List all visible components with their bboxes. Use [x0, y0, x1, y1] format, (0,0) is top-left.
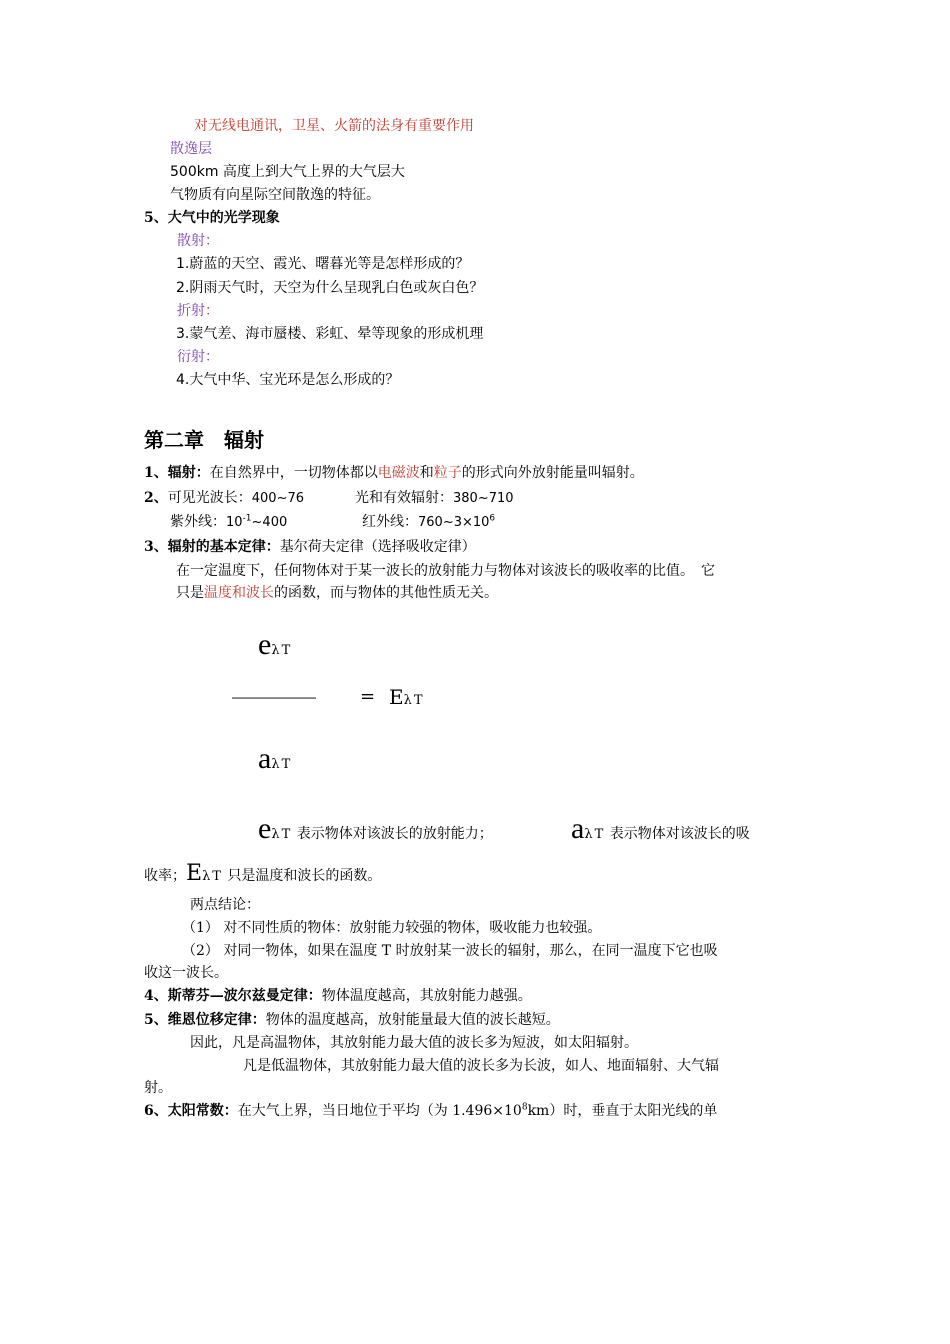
- formula-equals: =: [360, 686, 376, 707]
- par-value: 380~710: [453, 491, 514, 506]
- explain-a: [571, 812, 750, 852]
- question-3-text: 蒙气差、海市蜃楼、彩虹、晕等现象的形成机理: [189, 326, 484, 342]
- formula-result: [389, 683, 425, 715]
- stefan-boltzmann: [144, 986, 532, 1006]
- sc-text-a: 在大气上界，当日地位于平均（为 1.496×10: [237, 1103, 522, 1119]
- conclusion-2b: 收这一波长。: [144, 965, 228, 981]
- diffract-label: 衍射：: [177, 349, 219, 365]
- explain-E-sub: λT: [202, 869, 223, 884]
- sc-text-b: km）时，垂直于太阳光线的单: [527, 1103, 718, 1119]
- formula-e: e: [258, 628, 272, 661]
- visible-wavelength: [144, 488, 304, 509]
- formula-denominator: [258, 742, 292, 782]
- wien-line-2: 因此，凡是高温物体，其放射能力最大值的波长多为短波，如太阳辐射。: [190, 1035, 638, 1051]
- exosphere-line-1: [170, 162, 405, 182]
- sc-exp: 8: [521, 1102, 528, 1113]
- wien-text: 物体的温度越高，放射能量最大值的波长越短。: [265, 1012, 560, 1028]
- uv-wavelength: [170, 512, 287, 533]
- par-label: 光和有效辐射：: [355, 490, 453, 506]
- formula-numerator: [258, 628, 292, 668]
- explain-E-text: 只是温度和波长的函数。: [227, 868, 382, 884]
- ir-exp: 6: [489, 513, 496, 524]
- def-term: 辐射：: [167, 465, 210, 481]
- question-4-text: 大气中华、宝光环是怎么形成的？: [189, 372, 400, 388]
- question-3-num: 3.: [176, 326, 190, 342]
- explain-e-text: 表示物体对该波长的放射能力；: [296, 826, 493, 842]
- explain-a-text: 表示物体对该波长的吸: [609, 826, 750, 842]
- chapter-title: 第二章 辐射: [144, 428, 264, 452]
- law-title: 辐射的基本定律：: [167, 539, 280, 555]
- uv-label: 紫外线：: [170, 514, 226, 530]
- basic-law: [144, 537, 476, 557]
- question-1-num: 1.: [176, 256, 190, 272]
- question-2-num: 2.: [176, 280, 190, 296]
- explain-e-sub: λT: [271, 827, 293, 842]
- scatter-label: 散射：: [177, 233, 219, 249]
- def-and: 和: [419, 465, 434, 481]
- wien-title: 维恩位移定律：: [167, 1012, 266, 1028]
- sb-title: 斯蒂芬—波尔兹曼定律：: [167, 988, 322, 1004]
- explain-E: [144, 860, 381, 891]
- vis-num: 2、: [144, 490, 168, 506]
- radio-note: 对无线电通讯，卫星、火箭的法身有重要作用: [194, 118, 474, 134]
- explain-a-symbol: a: [571, 812, 585, 845]
- law-l2-c: 的函数，而与物体的其他性质无关。: [274, 585, 498, 601]
- vis-label: 可见光波长：: [167, 490, 252, 506]
- conclusion-title: 两点结论：: [190, 897, 260, 913]
- explain-e: [258, 812, 493, 852]
- question-3: [176, 324, 483, 344]
- sb-text: 物体温度越高，其放射能力越强。: [321, 988, 532, 1004]
- formula-fraction-line: ――――――: [232, 690, 316, 706]
- uv-exp: -1: [242, 513, 252, 524]
- question-1: [176, 254, 469, 274]
- question-2-text: 阴雨天气时，天空为什么呈现乳白色或灰白色？: [189, 280, 484, 296]
- wien-num: 5、: [144, 1012, 168, 1028]
- formula-a: a: [258, 742, 272, 775]
- formula-e-sub: λT: [271, 643, 293, 658]
- explain-a-sub: λT: [584, 827, 606, 842]
- ir-base: 760~3×10: [418, 515, 490, 530]
- law-name: 基尔荷夫定律（选择吸收定律）: [279, 539, 476, 555]
- formula-E-sub: λT: [403, 693, 425, 708]
- question-1-text: 蔚蓝的天空、霞光、曙暮光等是怎样形成的？: [189, 256, 470, 272]
- question-4-num: 4.: [176, 372, 190, 388]
- uv-base: 10: [226, 515, 243, 530]
- sc-num: 6、: [144, 1103, 168, 1119]
- exosphere-line-2: 气物质有向星际空间散逸的特征。: [170, 187, 380, 203]
- question-4: [176, 370, 399, 390]
- radiation-definition: [144, 463, 644, 483]
- exosphere-line-1-text: 高度上到大气上界的大气层大: [218, 164, 405, 180]
- uv-rest: ~400: [251, 515, 288, 530]
- def-text-b: 的形式向外放射能量叫辐射。: [461, 465, 644, 481]
- explain-e-symbol: e: [258, 812, 272, 845]
- wien-law: [144, 1010, 560, 1030]
- solar-constant: [144, 1101, 717, 1121]
- def-electromagnetic: 电磁波: [377, 465, 420, 481]
- optics-heading: 5、大气中的光学现象: [144, 210, 280, 226]
- explain-E-prefix: 收率；: [144, 868, 186, 884]
- exosphere-altitude: 500km: [170, 164, 219, 180]
- law-l2-highlight: 温度和波长: [204, 585, 274, 601]
- sb-num: 4、: [144, 988, 168, 1004]
- par-wavelength: [355, 488, 514, 509]
- def-num: 1、: [144, 465, 168, 481]
- explain-E-symbol: E: [186, 861, 203, 886]
- law-line-2: [176, 583, 498, 603]
- question-2: [176, 278, 483, 298]
- ir-wavelength: [362, 512, 495, 533]
- formula-a-sub: λT: [271, 757, 293, 772]
- wien-line-4: 射。: [144, 1080, 172, 1096]
- exosphere-title: 散逸层: [170, 141, 212, 157]
- conclusion-1: （1） 对不同性质的物体：放射能力较强的物体，吸收能力也较强。: [182, 920, 602, 936]
- formula-E: E: [389, 685, 404, 709]
- refract-label: 折射：: [177, 303, 219, 319]
- def-particle: 粒子: [433, 465, 462, 481]
- law-num: 3、: [144, 539, 168, 555]
- law-line-1: 在一定温度下，任何物体对于某一波长的放射能力与物体对该波长的吸收率的比值。 它: [176, 563, 715, 579]
- conclusion-2a: （2） 对同一物体，如果在温度 T 时放射某一波长的辐射，那么，在同一温度下它也吸: [182, 943, 718, 959]
- vis-value: 400~76: [251, 491, 304, 506]
- def-text-a: 在自然界中，一切物体都以: [209, 465, 378, 481]
- ir-label: 红外线：: [362, 514, 418, 530]
- sc-title: 太阳常数：: [167, 1103, 238, 1119]
- law-l2-a: 只是: [176, 585, 204, 601]
- wien-line-3: 凡是低温物体，其放射能力最大值的波长多为长波，如人、地面辐射、大气辐: [243, 1058, 719, 1074]
